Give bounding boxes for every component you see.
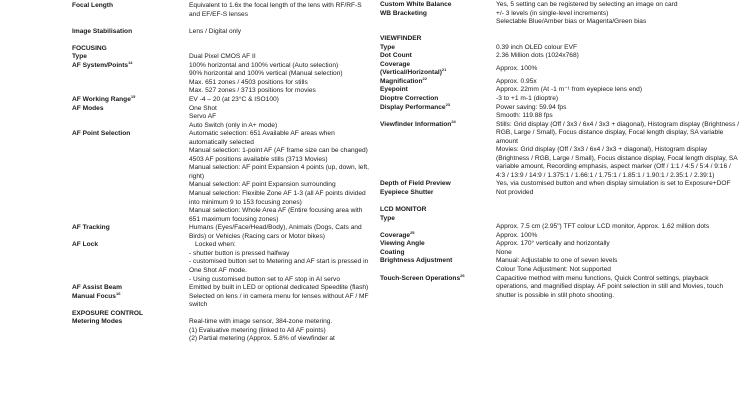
exposure-control-heading: EXPOSURE CONTROL — [72, 309, 144, 317]
af-lock-line: - Using customised button set to AF stop in AI servo — [189, 275, 340, 283]
display-performance-label-text: Display Performance — [380, 103, 446, 111]
eyepoint-value: Approx. 22mm (At -1 m⁻¹ from eyepiece lens end) — [496, 86, 643, 94]
spec-row-wb-bracketing — [380, 10, 742, 27]
viewfinder-coverage-label — [380, 61, 496, 78]
viewfinder-type-label: Type — [380, 43, 395, 51]
af-lock-label: AF Lock — [72, 241, 99, 249]
spec-row-af-tracking — [72, 224, 372, 241]
viewfinder-information-value — [496, 121, 741, 181]
manual-focus-label-text: Manual Focus — [72, 292, 116, 300]
metering-modes-line: Real-time with image sensor, 384-zone metering. — [189, 318, 333, 326]
display-performance-value — [496, 104, 741, 121]
spec-row-viewfinder-information — [380, 118, 742, 181]
magnification-label-text: Magnification — [380, 77, 423, 85]
af-point-selection-line: Manual selection: Whole Area AF (Entire focusing area with 651 maximum focusing zones) — [189, 207, 363, 223]
metering-modes-line: (1) Evaluative metering (linked to All AF points) — [189, 326, 326, 334]
spec-row-magnification — [380, 75, 742, 87]
af-system-label — [72, 59, 189, 96]
manual-focus-footnote: 16 — [115, 290, 121, 296]
dioptre-correction-value: -3 to +1 m-1 (dioptre) — [496, 95, 559, 103]
viewfinder-section-heading: VIEWFINDER — [380, 35, 422, 43]
af-point-selection-line: Manual selection: 1-point AF (AF frame size can be changed) 4503 AF positions available stills (3713 Movies) — [189, 147, 368, 163]
magnification-value: Approx. 0.95x — [496, 77, 537, 85]
af-point-selection-line: Manual selection: AF point Expansion surrounding — [189, 181, 336, 189]
display-performance-footnote: 23 — [445, 101, 451, 107]
touch-screen-value: Capacitive method with menu functions, Quick Control settings, playback operations, and magnified display. AF point selection in still and Movies, touch shutter is possible in still photo shooting. — [496, 274, 724, 299]
lcd-coverage-value: Approx. 100% — [496, 231, 538, 239]
af-system-line: 100% horizontal and 100% vertical (Auto selection) — [189, 61, 339, 69]
metering-modes-label: Metering Modes — [72, 318, 123, 326]
spec-row-lcd-type — [380, 215, 742, 232]
dot-count-value: 2.36 Million dots (1024x768) — [496, 52, 579, 60]
dioptre-correction-label: Dioptre Correction — [380, 95, 439, 103]
eyepiece-shutter-value: Not provided — [496, 189, 534, 197]
af-modes-line: One Shot — [189, 104, 217, 112]
af-working-range-value: EV -4 – 20 (at 23°C & ISO100) — [189, 96, 279, 104]
spec-row-dioptre-correction — [380, 95, 742, 104]
af-system-footnote: 14 — [128, 59, 133, 65]
af-assist-beam-label: AF Assist Beam — [72, 284, 122, 292]
eyepiece-shutter-label: Eyepiece Shutter — [380, 189, 434, 197]
af-lock-line: Locked when: — [195, 241, 236, 249]
viewfinder-type-value: 0.39 inch OLED colour EVF — [496, 43, 577, 51]
wb-bracketing-line: Selectable Blue/Amber bias or Magenta/Green bias — [496, 18, 647, 26]
magnification-label — [380, 75, 496, 87]
focus-type-value: Dual Pixel CMOS AF II — [189, 53, 256, 61]
af-modes-value — [189, 105, 372, 131]
lcd-coverage-footnote: 25 — [410, 229, 415, 235]
dof-preview-value: Yes, via customised button and when display simulation is set to Exposure+DOF — [496, 180, 731, 188]
af-point-selection-label: AF Point Selection — [72, 130, 131, 138]
lcd-coverage-label — [380, 229, 496, 241]
brightness-adjustment-value — [496, 257, 741, 274]
viewfinder-information-line: Movies: Grid display (Off / 3x3 / 6x4 / 3x3 + diagonal), Histogram display (Brightness / RGB, Large / Small), Focus distance display, Focal length display, SA variable amount, Recording emphasis, aspect marker (Off / 1:1 / 4:5 / 5:4 / 9:16 / 4:3 / 13:9 / 14:9 / 1.375:1 / 1.66:1 / 1.75:1 / 1.85:1 / 1.90:1 / 2.35:1 / 2.39:1) — [496, 146, 738, 179]
display-performance-line: Smooth: 119.88 fps — [496, 112, 553, 120]
spec-row-viewing-angle — [380, 240, 742, 249]
af-working-range-footnote: 15 — [130, 94, 136, 100]
af-working-range-label — [72, 96, 189, 105]
eyepoint-label: Eyepoint — [380, 86, 408, 94]
custom-wb-label: Custom White Balance — [380, 1, 452, 8]
spec-row-af-point-selection — [72, 130, 372, 224]
spec-row-af-modes — [72, 105, 372, 131]
right-spec-column — [380, 1, 742, 300]
viewfinder-information-line: Stills: Grid display (Off / 3x3 / 6x4 / 3x3 + diagonal), Histogram display (Brightness / RGB, Large / Small), Focus distance display, Focal length display, SA variable amount — [496, 120, 740, 145]
spec-row-viewfinder-coverage — [380, 61, 742, 78]
spec-row-af-lock — [72, 241, 372, 284]
metering-modes-line: (2) Partial metering (Approx. 5.8% of viewfinder at — [189, 335, 335, 343]
spec-row-brightness-adjustment — [380, 257, 742, 274]
spec-row-manual-focus — [72, 290, 372, 310]
brightness-adjustment-line: Colour Tone Adjustment: Not supported — [496, 265, 611, 273]
focal-length-value: Equivalent to 1.6x the focal length of the lens with RF/RF-S and EF/EF-S lenses — [189, 2, 362, 18]
wb-bracketing-line: +/- 3 levels (in single-level increments) — [496, 9, 609, 17]
af-assist-beam-value: Emitted by built in LED or optional dedicated Speedlite (flash) — [189, 284, 369, 292]
touch-screen-label-text: Touch-Screen Operations — [380, 274, 461, 282]
af-tracking-label: AF Tracking — [72, 224, 110, 232]
af-point-selection-line: Automatic selection: 651 Available AF areas when automatically selected — [189, 130, 335, 146]
viewfinder-coverage-footnote: 21 — [441, 67, 447, 73]
coating-value: None — [496, 248, 512, 256]
af-lock-value — [189, 241, 372, 284]
dot-count-label: Dot Count — [380, 52, 412, 60]
spec-row-touch-screen-operations — [380, 272, 742, 301]
viewfinder-information-label-text: Viewfinder Information — [380, 120, 452, 128]
viewfinder-coverage-label-text: (Vertical/Horizontal) — [380, 69, 442, 77]
viewfinder-coverage-label-line — [380, 69, 496, 78]
wb-bracketing-value — [496, 10, 741, 27]
image-stabilisation-value: Lens / Digital only — [189, 27, 242, 35]
af-lock-line: - shutter button is pressed halfway — [189, 249, 290, 257]
af-point-selection-line: Manual selection: Flexible Zone AF 1-3 (all AF points divided into minimum 9 to 153 focusing zones) — [189, 190, 366, 206]
af-point-selection-line: Manual selection: AF point Expansion 4 points (up, down, left, right) — [189, 164, 369, 180]
focal-length-label: Focal Length — [72, 2, 114, 9]
viewfinder-coverage-label-line: Coverage — [380, 60, 411, 68]
coating-label: Coating — [380, 248, 405, 256]
image-stabilisation-label: Image Stabilisation — [72, 27, 133, 35]
lcd-monitor-heading: LCD MONITOR — [380, 206, 427, 214]
viewing-angle-value: Approx. 170° vertically and horizontally — [496, 240, 610, 248]
af-working-range-label-text: AF Working Range — [72, 96, 131, 104]
af-system-line: 90% horizontal and 100% vertical (Manual selection) — [189, 70, 343, 78]
af-modes-line: Servo AF — [189, 113, 217, 121]
spec-row-focus-type — [72, 53, 372, 62]
viewing-angle-label: Viewing Angle — [380, 240, 425, 248]
viewfinder-information-footnote: 24 — [451, 118, 456, 124]
spec-row-af-working-range — [72, 96, 372, 105]
manual-focus-value: Selected on lens / in camera menu for lenses without AF / MF switch — [189, 292, 369, 309]
af-system-label-text: AF System/Points — [72, 61, 129, 69]
spec-row-eyepiece-shutter — [380, 189, 742, 198]
magnification-footnote: 22 — [422, 75, 427, 81]
touch-screen-footnote: 26 — [460, 272, 465, 278]
metering-modes-value — [189, 318, 372, 344]
brightness-adjustment-line: Manual: Adjustable to one of seven levels — [496, 257, 618, 265]
display-performance-label — [380, 101, 496, 121]
lcd-type-value: Approx. 7.5 cm (2.95") TFT colour LCD monitor, Approx. 1.62 million dots — [496, 223, 710, 231]
spec-row-depth-of-field-preview — [380, 180, 742, 189]
left-spec-column — [72, 2, 372, 344]
spec-row-coating — [380, 249, 742, 258]
brightness-adjustment-label: Brightness Adjustment — [380, 257, 453, 265]
custom-wb-value: Yes, 5 setting can be registered by selecting an image on card — [496, 1, 678, 8]
spec-row-viewfinder-type — [380, 44, 742, 53]
lcd-type-label: Type — [380, 214, 395, 222]
spec-row-af-system — [72, 59, 372, 96]
af-modes-line: Auto Switch (only in A+ mode) — [189, 121, 278, 129]
spec-row-dot-count — [380, 52, 742, 61]
af-lock-line: - customised button set to Metering and AF start is pressed in One Shot AF mode. — [189, 258, 369, 274]
dof-preview-label: Depth of Field Preview — [380, 180, 451, 188]
af-tracking-value: Humans (Eyes/Face/Head/Body), Animals (Dogs, Cats and Birds) or Vehicles (Racing cars or Motor bikes) — [189, 224, 362, 240]
af-system-line: Max. 527 zones / 3713 positions for movies — [189, 87, 316, 95]
wb-bracketing-label: WB Bracketing — [380, 9, 427, 17]
viewfinder-coverage-value: Approx. 100% — [496, 64, 538, 72]
focusing-section-heading: FOCUSING — [72, 44, 107, 52]
lcd-coverage-label-text: Coverage — [380, 231, 411, 239]
touch-screen-label — [380, 272, 496, 301]
af-system-value — [189, 62, 372, 96]
viewfinder-information-label — [380, 118, 496, 181]
spec-row-display-performance — [380, 101, 742, 121]
af-system-line: Max. 651 zones / 4503 positions for stills — [189, 78, 308, 86]
spec-row-custom-white-balance — [380, 1, 742, 10]
display-performance-line: Power saving: 59.94 fps — [496, 103, 567, 111]
focus-type-label: Type — [72, 53, 87, 61]
manual-focus-label — [72, 290, 189, 310]
spec-row-eyepoint — [380, 86, 742, 95]
spec-row-image-stabilisation — [72, 28, 372, 37]
spec-row-focal-length — [72, 2, 372, 19]
af-modes-label: AF Modes — [72, 104, 104, 112]
af-point-selection-value — [189, 130, 372, 224]
spec-row-metering-modes — [72, 318, 372, 344]
